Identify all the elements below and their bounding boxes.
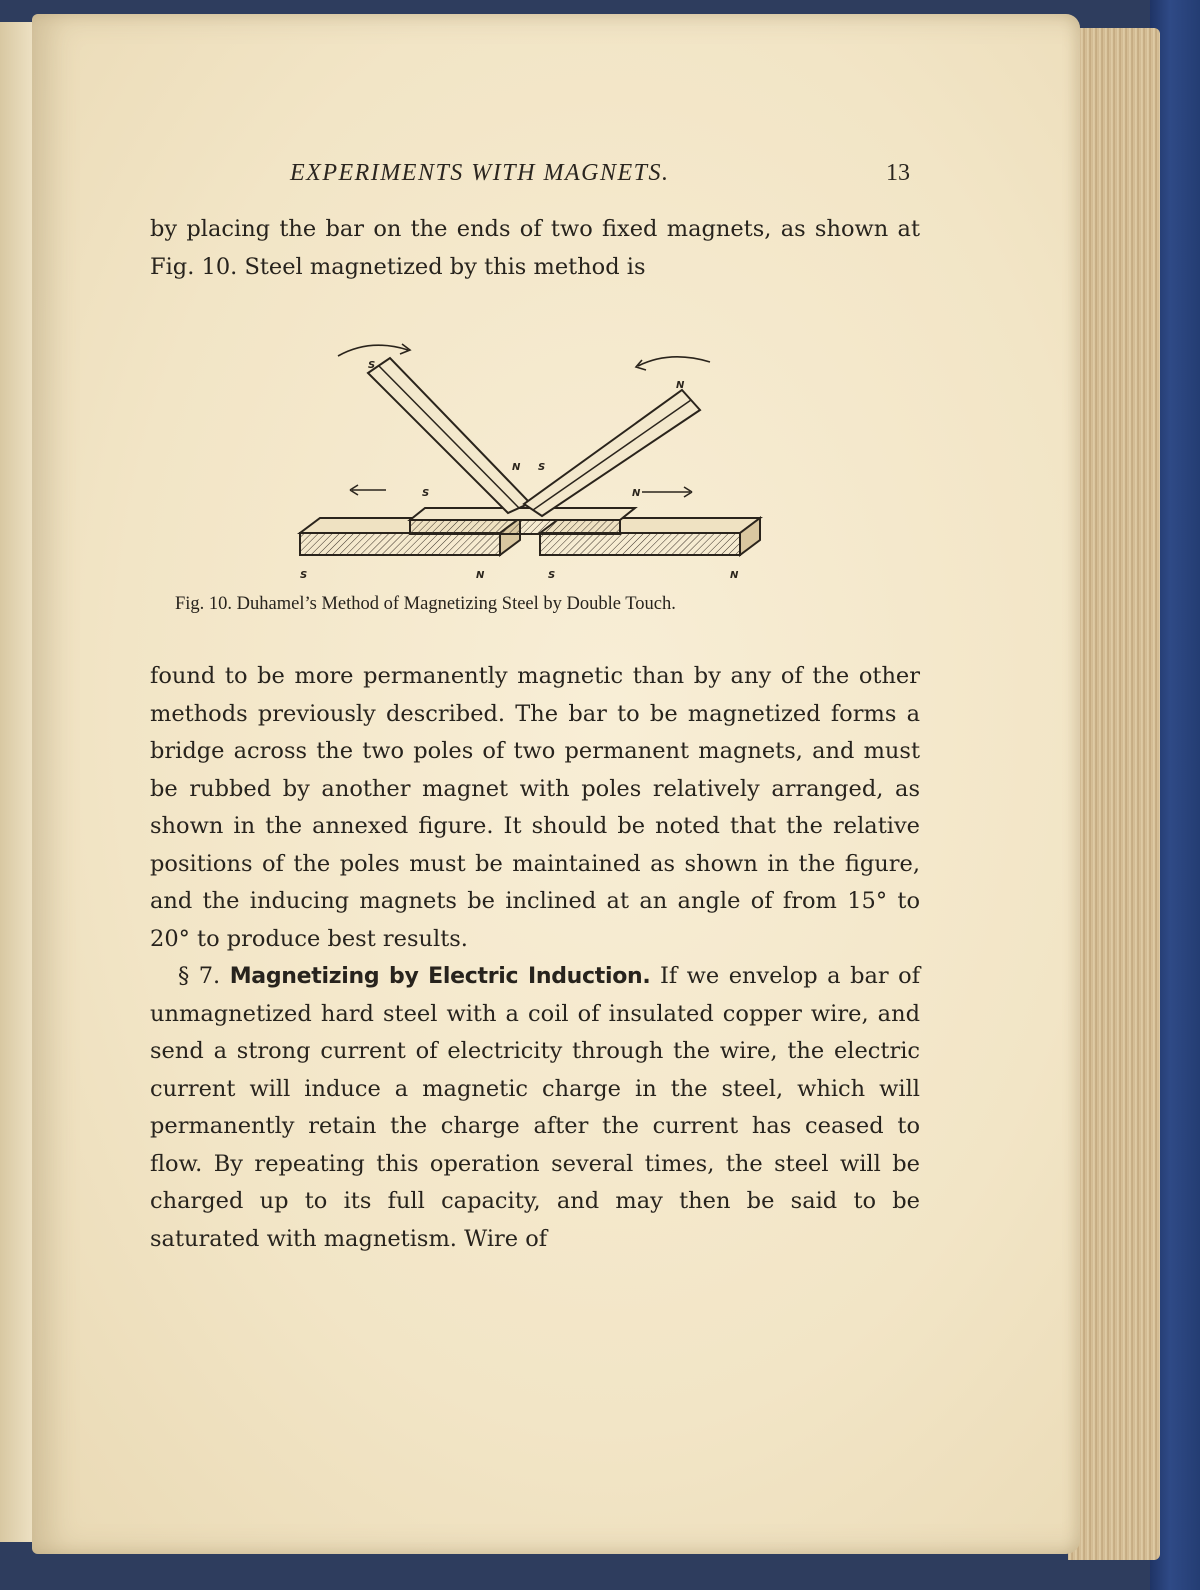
label-center-left: N [512, 462, 521, 473]
inclined-magnet-left [368, 358, 530, 513]
magnet-diagram [290, 328, 770, 590]
label-base-2: N [476, 570, 485, 581]
section-title: Magnetizing by Electric Induction. [229, 964, 651, 989]
paragraph-found: found to be more permanently magnetic than by any of the other methods previously described. The bar to be magnetized forms a bridge across the two poles of two permanent magnets, and must be rubbed by another magnet with poles relatively arranged, as shown in the annexed figure. It should be noted that the relative positions of the poles must be maintained as shown in the figure, and the inducing magnets be inclined at an angle of from 15° to 20° to produce best results. [150, 663, 920, 952]
figure-caption: Fig. 10. Duhamel’s Method of Magnetizing Steel by Double Touch. [175, 594, 676, 614]
steel-bar [410, 508, 635, 534]
label-left-magnet-top: S [368, 360, 376, 371]
label-center-right: S [538, 462, 546, 473]
main-text [150, 658, 920, 1258]
paragraph-text: by placing the bar on the ends of two fixed magnets, as shown at Fig. 10. Steel magnetized by this method is [150, 216, 920, 280]
label-bar-left: S [422, 488, 430, 499]
label-bar-right: N [632, 488, 641, 499]
page-number: 13 [886, 160, 910, 186]
paragraph-intro [150, 211, 920, 286]
page-block-edge [1068, 28, 1160, 1560]
running-title: EXPERIMENTS WITH MAGNETS. [290, 160, 670, 186]
label-base-3: S [548, 570, 556, 581]
section-text: If we envelop a bar of unmagnetized hard steel with a coil of insulated copper wire, and send a strong current of electricity through the wire, the electric current will induce a magnetic charge in the steel, which will permanently retain the charge after the current has ceased to flow. By repeating this operation several times, the steel will be charged up to its full capacity, and may then be said to be saturated with magnetism. Wire of [150, 963, 921, 1252]
paragraph-section-7 [150, 958, 920, 1258]
section-number: § 7. [178, 963, 221, 989]
inclined-magnet-right [524, 390, 700, 516]
figure-duhamel-diagram [290, 328, 770, 590]
label-right-magnet-top: N [676, 380, 685, 391]
label-base-1: S [300, 570, 308, 581]
running-head [290, 160, 910, 194]
label-base-4: N [730, 570, 739, 581]
